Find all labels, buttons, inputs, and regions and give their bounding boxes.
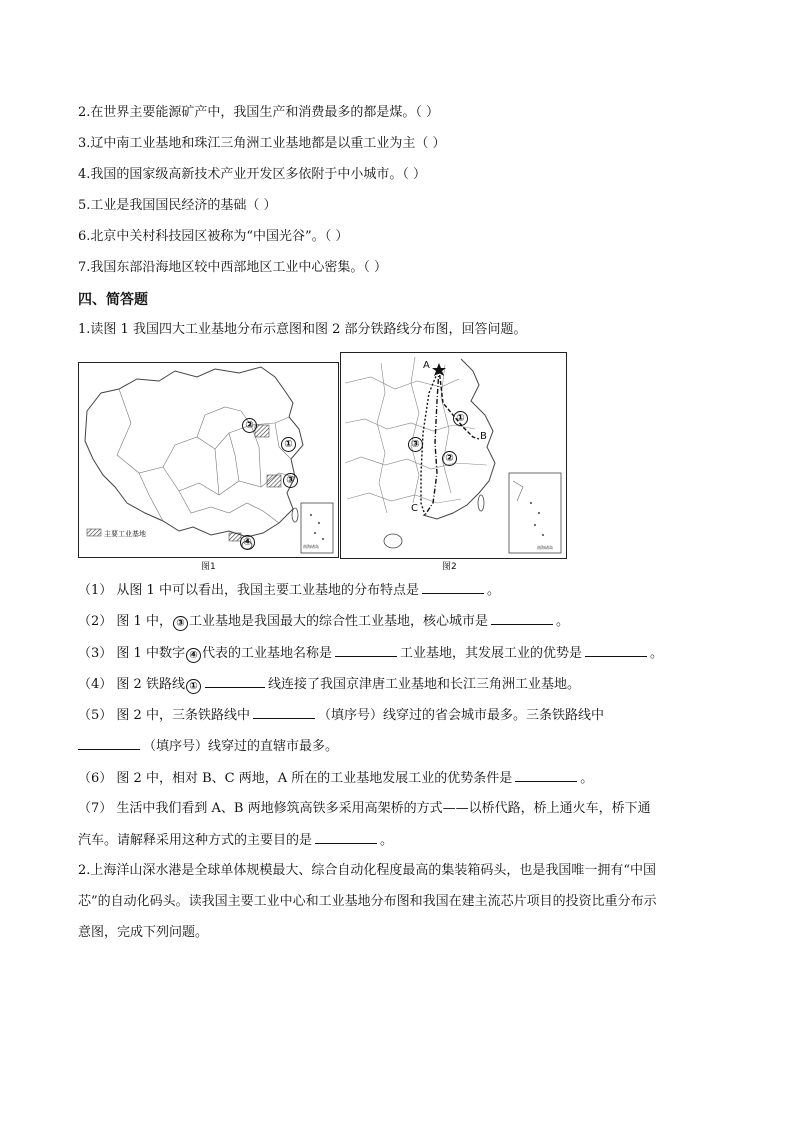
inset-label: 南海诸岛 — [303, 544, 319, 549]
industrial-base-4 — [229, 533, 241, 541]
question-2-line-3: 意图，完成下列问题。 — [78, 925, 209, 940]
figure-2-caption: 图2 — [442, 562, 457, 572]
railway-line-2 — [425, 369, 439, 515]
question-intro: 1.读图 1 我国四大工业基地分布示意图和图 2 部分铁路线分布图，回答问题。 — [78, 322, 527, 337]
figure-1-map — [78, 362, 339, 558]
number-3-circle: ③ — [173, 616, 188, 631]
marker-1: ① — [281, 437, 296, 452]
question-2-line-2: 芯”的自动化码头。读我国主要工业中心和工业基地分布图和我国在建主流芯片项目的投资比重分布示 — [78, 894, 657, 909]
judgement-item: 7.我国东部沿海地区较中西部地区工业中心密集。（ ） — [78, 260, 388, 275]
answer-blank[interactable] — [491, 612, 553, 625]
judgement-item: 3.辽中南工业基地和珠江三角洲工业基地都是以重工业为主（ ） — [78, 136, 446, 151]
line-1-label: ① — [453, 411, 468, 426]
answer-blank[interactable] — [515, 769, 577, 782]
number-1-circle: ① — [186, 679, 201, 694]
answer-blank[interactable] — [335, 644, 397, 657]
railway-line-3 — [421, 369, 439, 515]
answer-blank[interactable] — [585, 644, 647, 657]
sub-question-5-line-2: （填序号）线穿过的直辖市最多。 — [78, 737, 338, 756]
point-b-label: B — [480, 431, 487, 442]
legend-label: 主要工业基地 — [104, 530, 146, 538]
point-c-label: C — [411, 503, 418, 514]
question-2-line-1: 2.上海洋山深水港是全球单体规模最大、综合自动化程度最高的集装箱码头，也是我国唯一拥有“中国 — [78, 863, 657, 878]
number-4-circle: ④ — [186, 648, 201, 663]
line-3-label: ③ — [408, 437, 423, 452]
inset-label: 南海诸岛 — [537, 545, 553, 550]
sub-question-1: （1） 从图 1 中可以看出，我国主要工业基地的分布特点是 。 — [78, 583, 500, 598]
answer-blank[interactable] — [205, 675, 265, 688]
south-sea-inset — [509, 473, 561, 553]
marker-2: ② — [242, 418, 257, 433]
sub-question-6: （6） 图 2 中，相对 B、C 两地，A 所在的工业基地发展工业的优势条件是 。 — [78, 771, 594, 786]
sub-question-5-line-1: （5） 图 2 中，三条铁路线中 （填序号）线穿过的省会城市最多。三条铁路线中 — [78, 708, 604, 723]
answer-blank[interactable] — [422, 581, 484, 594]
legend-swatch — [87, 529, 101, 536]
sub-question-2: （2） 图 1 中， ③ 工业基地是我国最大的综合性工业基地，核心城市是 。 — [78, 614, 569, 629]
sub-question-4: （4） 图 2 铁路线 ① 线连接了我国京津唐工业基地和长江三角洲工业基地。 — [78, 677, 580, 692]
sub-question-7-line-1: （7） 生活中我们看到 A、B 两地修筑高铁多采用高架桥的方式——以桥代路，桥上通火车，桥下通 — [78, 801, 651, 816]
line-2-label: ② — [442, 451, 457, 466]
judgement-item: 6.北京中关村科技园区被称为“中国光谷”。（ ） — [78, 229, 349, 244]
judgement-item: 5.工业是我国国民经济的基础（ ） — [78, 198, 277, 213]
china-map-fig1 — [79, 363, 338, 557]
sub-question-3: （3） 图 1 中数字 ④ 代表的工业基地名称是 工业基地，其发展工业的优势是 。 — [78, 646, 663, 661]
sub-question-7-line-2: 汽车。请解释采用这种方式的主要目的是 。 — [78, 833, 394, 848]
judgement-item: 2.在世界主要能源矿产中，我国生产和消费最多的都是煤。（ ） — [78, 105, 440, 120]
figure-1-caption: 图1 — [201, 562, 216, 572]
figure-2-map — [340, 352, 567, 559]
answer-blank[interactable] — [78, 737, 140, 750]
point-a-label: A — [423, 360, 430, 371]
marker-4: ④ — [240, 535, 255, 550]
judgement-item: 4.我国的国家级高新技术产业开发区多依附于中小城市。（ ） — [78, 167, 427, 182]
answer-blank[interactable] — [253, 706, 315, 719]
industrial-base-3 — [267, 475, 281, 487]
industrial-base-2 — [255, 425, 269, 437]
answer-blank[interactable] — [315, 831, 377, 844]
section-heading: 四、简答题 — [78, 292, 148, 308]
marker-3: ③ — [283, 473, 298, 488]
